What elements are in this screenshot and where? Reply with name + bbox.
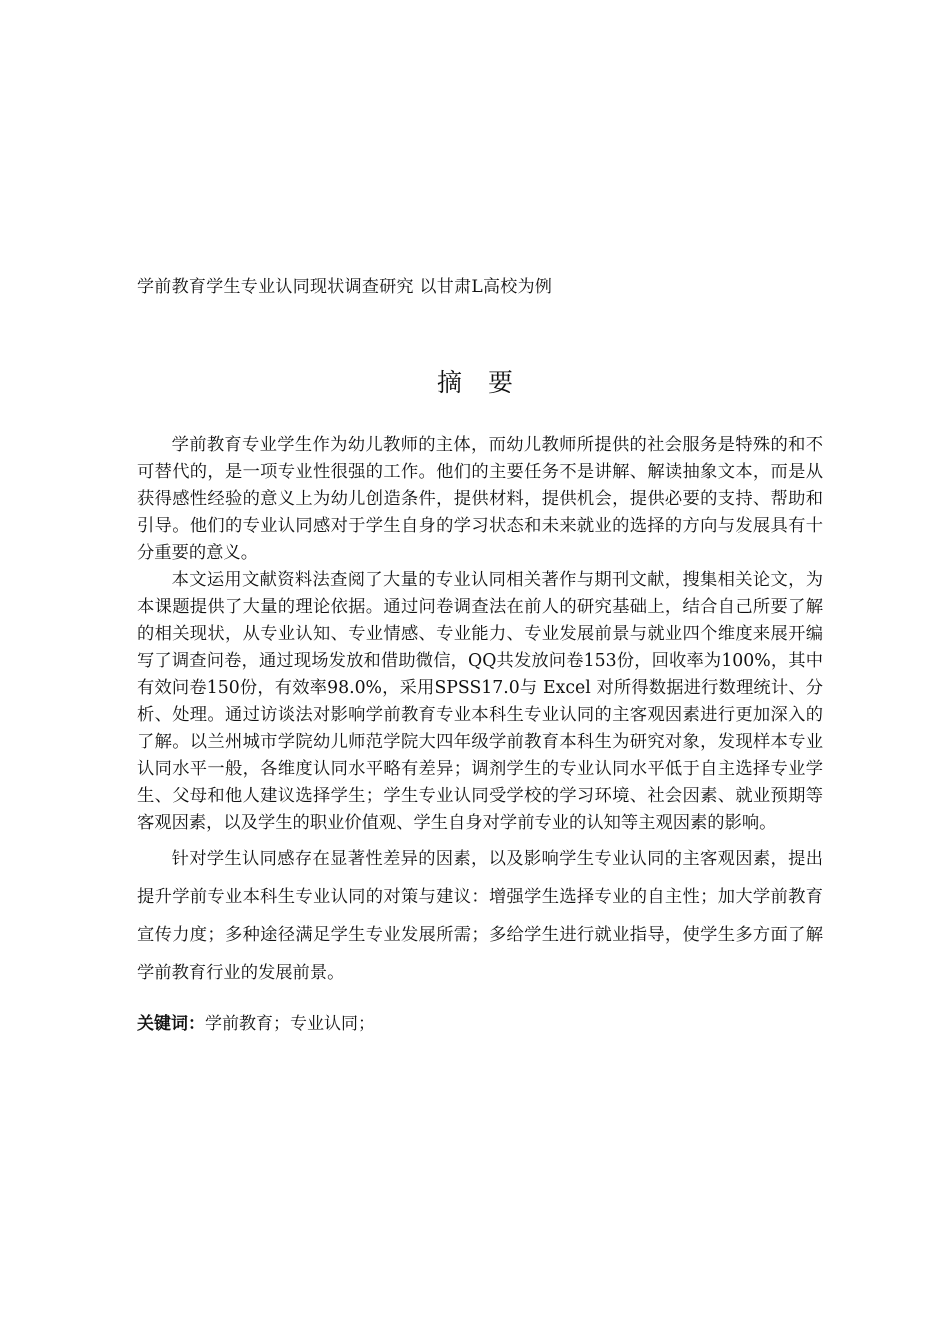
abstract-heading: 摘要: [436, 368, 539, 397]
keywords-label: 关键词：: [137, 1014, 205, 1034]
abstract-body: [137, 432, 823, 992]
abstract-paragraph-1: 学前教育专业学生作为幼儿教师的主体，而幼儿教师所提供的社会服务是特殊的和不可替代的，是一项专业性很强的工作。他们的主要任务不是讲解、解读抽象文本，而是从获得感性经验的意义上为幼儿创造条件，提供材料，提供机会，提供必要的支持、帮助和引导。他们的专业认同感对于学生自身的学习状态和未来就业的选择的方向与发展具有十分重要的意义。: [137, 435, 823, 563]
keywords-value: 学前教育；专业认同；: [205, 1014, 375, 1034]
abstract-paragraph-2: 本文运用文献资料法查阅了大量的专业认同相关著作与期刊文献，搜集相关论文，为本课题提供了大量的理论依据。通过问卷调查法在前人的研究基础上，结合自己所要了解的相关现状，从专业认知、专业情感、专业能力、专业发展前景与就业四个维度来展开编写了调查问卷，通过现场发放和借助微信，QQ共发放问卷153份，回收率为100%，其中有效问卷150份，有效率98.0%，采用SPSS17.0与 Excel 对所得数据进行数理统计、分析、处理。通过访谈法对影响学前教育专业本科生专业认同的主客观因素进行更加深入的了解。以兰州城市学院幼儿师范学院大四年级学前教育本科生为研究对象，发现样本专业认同水平一般，各维度认同水平略有差异；调剂学生的专业认同水平低于自主选择专业学生、父母和他人建议选择学生；学生专业认同受学校的学习环境、社会因素、就业预期等客观因素，以及学生的职业价值观、学生自身对学前专业的认知等主观因素的影响。: [137, 570, 823, 833]
document-title: 学前教育学生专业认同现状调查研究 以甘肃L高校为例: [137, 277, 553, 297]
abstract-paragraph-3: 针对学生认同感存在显著性差异的因素，以及影响学生专业认同的主客观因素，提出提升学前专业本科生专业认同的对策与建议：增强学生选择专业的自主性；加大学前教育宣传力度；多种途径满足学生专业发展所需；多给学生进行就业指导，使学生多方面了解学前教育行业的发展前景。: [137, 849, 823, 983]
keywords-line: [137, 1009, 375, 1034]
